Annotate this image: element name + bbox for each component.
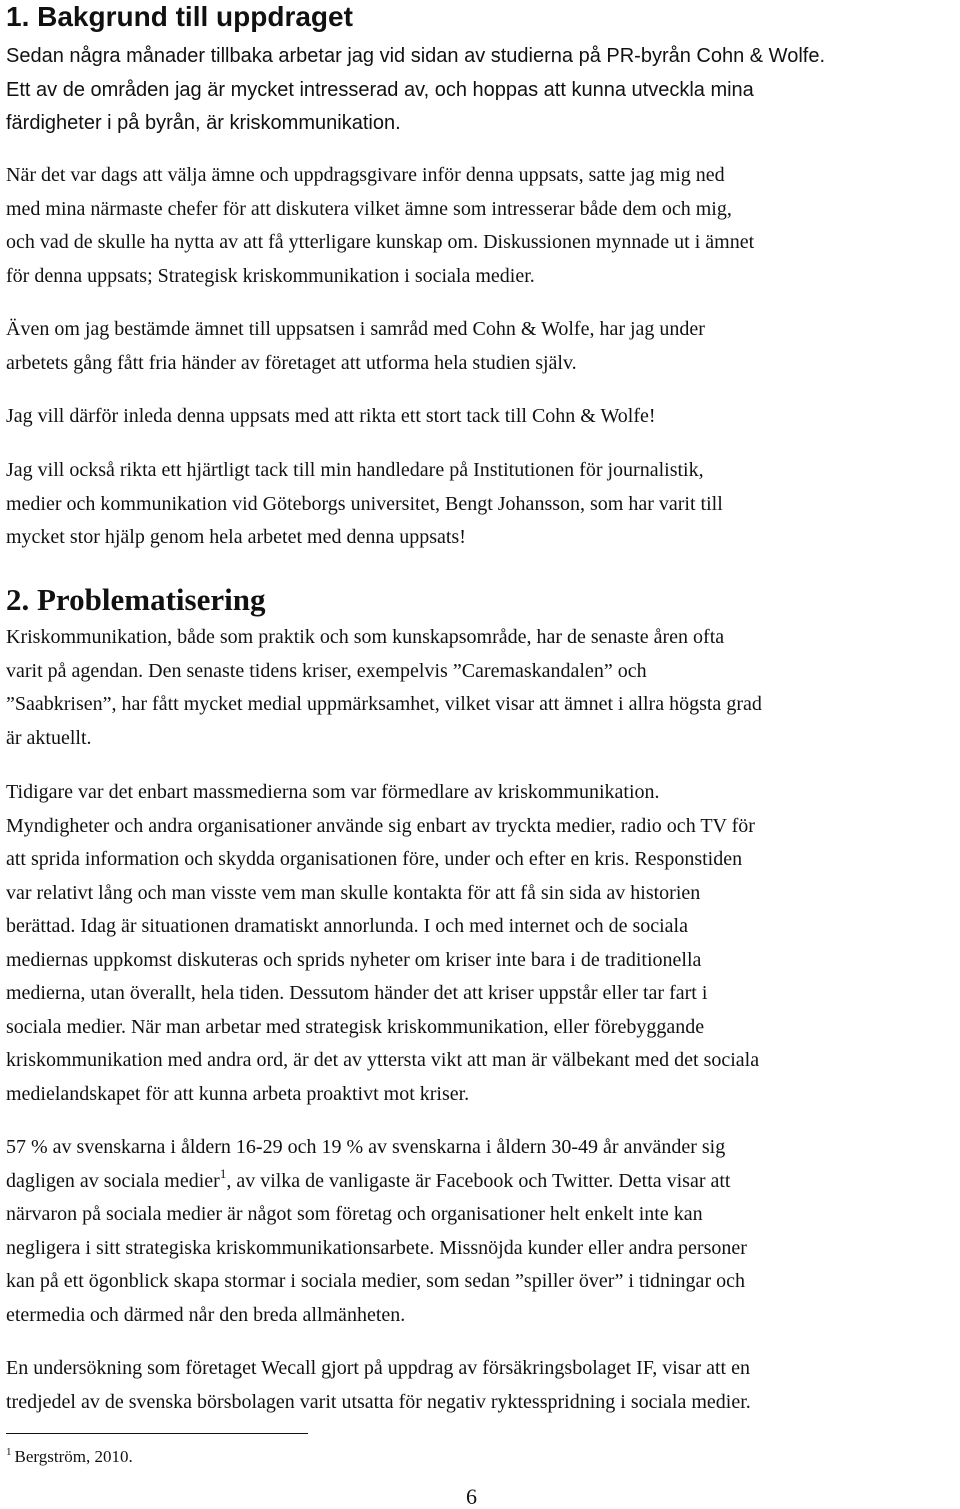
text-line: att sprida information och skydda organisationen före, under och efter en kris. Responstiden	[6, 848, 743, 870]
text-line: Ett av de områden jag är mycket intresserad av, och hoppas att kunna utveckla mina	[6, 78, 754, 101]
page-number: 6	[466, 1484, 477, 1509]
text-line: En undersökning som företaget Wecall gjort på uppdrag av försäkringsbolaget IF, visar att en	[6, 1357, 750, 1379]
text-line: var relativt lång och man visste vem man skulle kontakta för att få sin sida av historien	[6, 881, 701, 904]
text-line: Kriskommunikation, både som praktik och som kunskapsområde, har de senaste åren ofta	[6, 626, 725, 648]
text-line: medier och kommunikation vid Göteborgs universitet, Bengt Johansson, som har varit till	[6, 492, 723, 515]
footnote-separator	[6, 1433, 308, 1434]
text-line: Även om jag bestämde ämnet till uppsatsen i samråd med Cohn & Wolfe, har jag under	[6, 318, 705, 340]
text-line: för denna uppsats; Strategisk kriskommunikation i sociala medier.	[6, 264, 535, 287]
text-line: mediernas uppkomst diskuteras och sprids nyheter om kriser inte bara i de traditionella	[6, 948, 702, 971]
text-line: kan på ett ögonblick skapa stormar i sociala medier, som sedan ”spiller över” i tidningar och	[6, 1270, 745, 1292]
text-fragment: dagligen av sociala medier	[6, 1169, 220, 1192]
text-line	[6, 1165, 958, 1199]
text-line: etermedia och därmed når den breda allmänheten.	[6, 1303, 406, 1326]
text-line: Tidigare var det enbart massmedierna som var förmedlare av kriskommunikation.	[6, 781, 660, 803]
section-2-paragraph-4	[6, 1352, 958, 1419]
text-line: varit på agendan. Den senaste tidens kriser, exempelvis ”Caremaskandalen” och	[6, 659, 647, 682]
section-2-paragraph-1	[6, 621, 958, 755]
text-line: och vad de skulle ha nytta av att få ytterligare kunskap om. Diskussionen mynnade ut i ämnet	[6, 231, 755, 253]
text-line: närvaron på sociala medier är något som företag och organisationer helt enkelt inte kan	[6, 1203, 703, 1225]
section-1-heading: 1. Bakgrund till uppdraget	[6, 1, 353, 32]
text-line: medielandskapet för att kunna arbeta proaktivt mot kriser.	[6, 1082, 470, 1105]
text-line: medierna, utan överallt, hela tiden. Dessutom händer det att kriser uppstår eller tar fart i	[6, 982, 708, 1004]
text-line: Sedan några månader tillbaka arbetar jag vid sidan av studierna på PR-byrån Cohn & Wolfe.	[6, 45, 825, 67]
footnote-reference[interactable]: 1	[219, 1165, 227, 1181]
text-line: När det var dags att välja ämne och uppdragsgivare inför denna uppsats, satte jag mig ned	[6, 164, 725, 186]
text-line: ”Saabkrisen”, har fått mycket medial uppmärksamhet, vilket visar att ämnet i allra högsta grad	[6, 693, 762, 715]
text-line: 57 % av svenskarna i åldern 16-29 och 19 % av svenskarna i åldern 30-49 år använder sig	[6, 1136, 726, 1158]
text-line: Jag vill därför inleda denna uppsats med att rikta ett stort tack till Cohn & Wolfe!	[6, 405, 656, 427]
text-line: arbetets gång fått fria händer av företaget att utforma hela studien själv.	[6, 351, 577, 374]
text-line: sociala medier. När man arbetar med strategisk kriskommunikation, eller förebyggande	[6, 1015, 705, 1038]
text-line: Myndigheter och andra organisationer använde sig enbart av tryckta medier, radio och TV för	[6, 814, 755, 837]
section-1-paragraph-4	[6, 400, 958, 434]
section-2-heading: 2. Problematisering	[6, 582, 266, 617]
text-line: med mina närmaste chefer för att diskutera vilket ämne som intresserar både dem och mig,	[6, 197, 732, 220]
section-2-paragraph-2	[6, 776, 958, 1111]
section-1-paragraph-5	[6, 454, 958, 555]
text-line: färdigheter i på byrån, är kriskommunikation.	[6, 112, 401, 134]
section-2-paragraph-3	[6, 1131, 958, 1332]
section-1-paragraph-2	[6, 159, 958, 293]
section-1-paragraph-3	[6, 313, 958, 380]
footnote-text: Bergström, 2010.	[14, 1447, 133, 1466]
text-line: kriskommunikation med andra ord, är det av yttersta vikt att man är välbekant med det sociala	[6, 1049, 760, 1071]
text-line: tredjedel av de svenska börsbolagen varit utsatta för negativ ryktesspridning i sociala medier.	[6, 1390, 751, 1413]
footnote	[6, 1446, 133, 1468]
text-line: negligera i sitt strategiska kriskommunikationsarbete. Missnöjda kunder eller andra personer	[6, 1236, 747, 1259]
text-line: berättad. Idag är situationen dramatiskt annorlunda. I och med internet och de sociala	[6, 915, 688, 937]
section-1-paragraph-1	[6, 40, 958, 141]
footnote-mark: 1	[6, 1446, 12, 1458]
text-line: är aktuellt.	[6, 726, 92, 749]
text-line: Jag vill också rikta ett hjärtligt tack till min handledare på Institutionen för journalistik,	[6, 459, 704, 481]
text-line: mycket stor hjälp genom hela arbetet med denna uppsats!	[6, 526, 466, 548]
text-fragment: , av vilka de vanligaste är Facebook och Twitter. Detta visar att	[226, 1169, 731, 1192]
